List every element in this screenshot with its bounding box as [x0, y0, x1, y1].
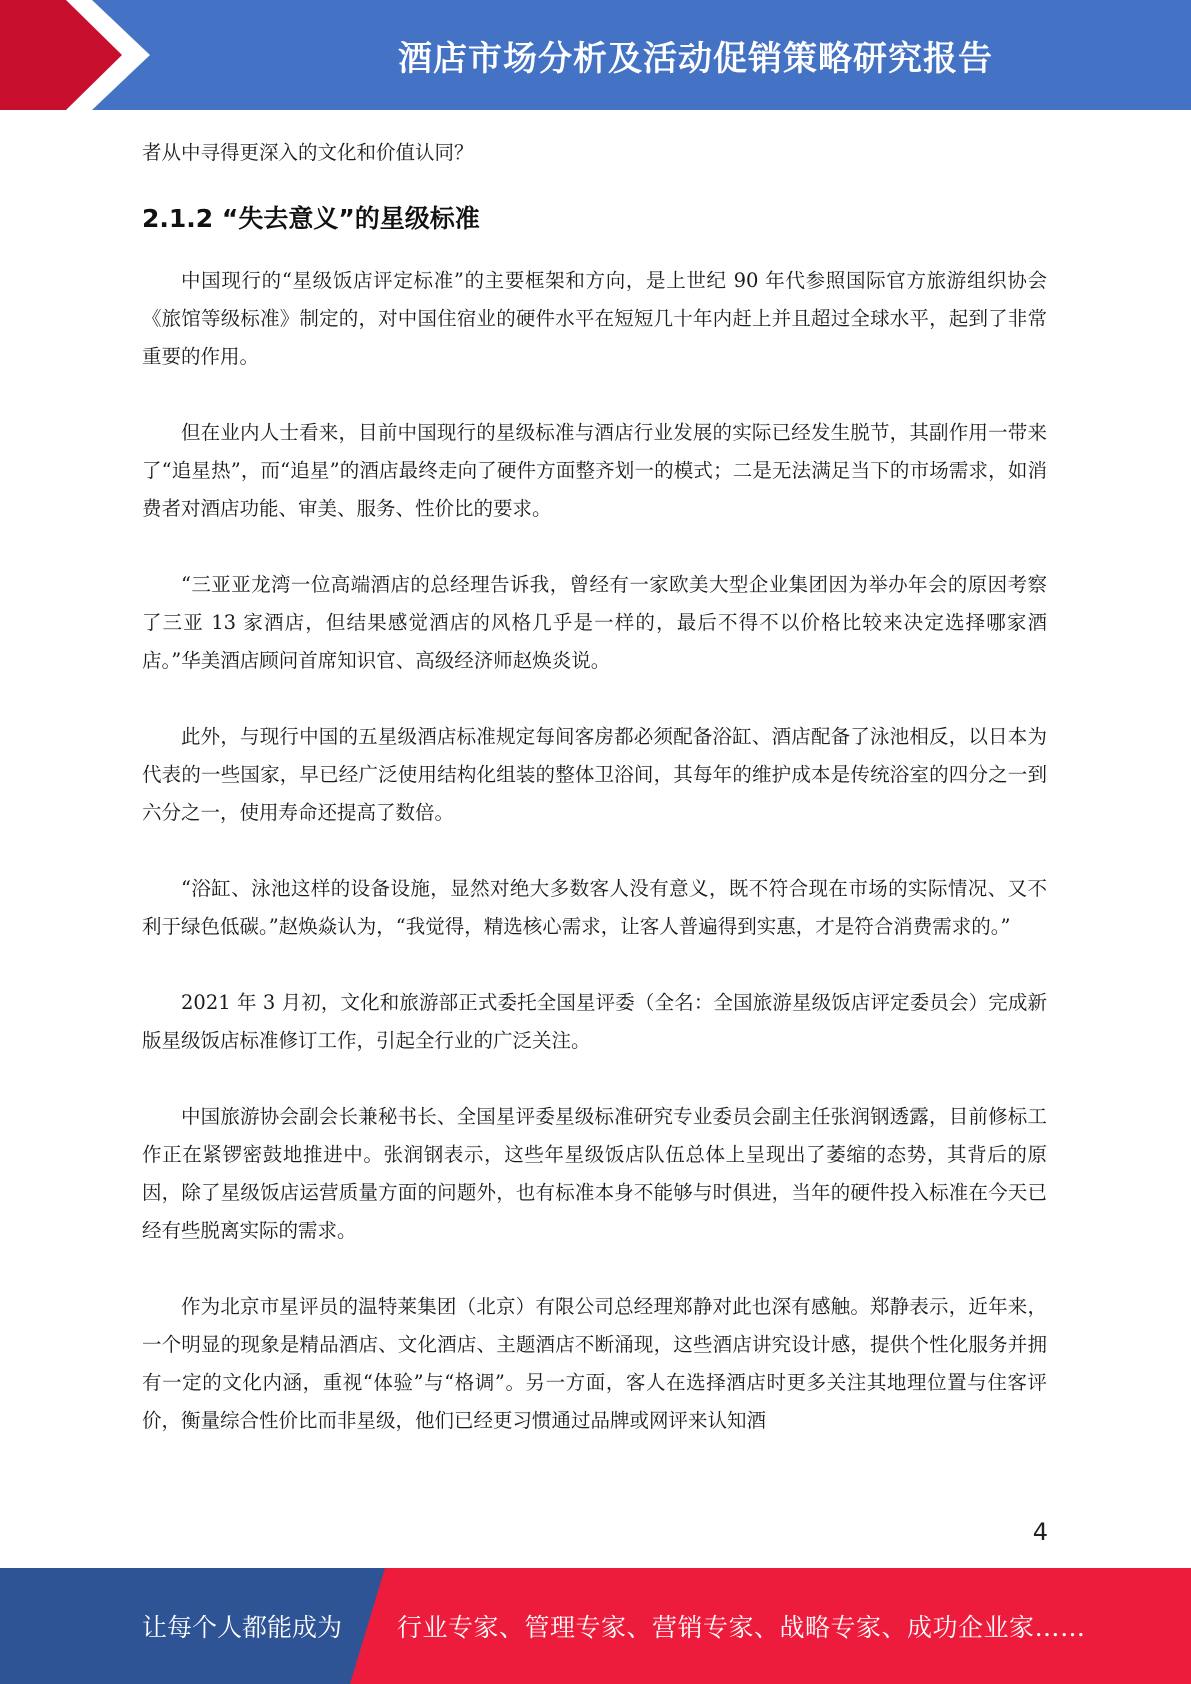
- paragraph: 中国现行的“星级饭店评定标准”的主要框架和方向，是上世纪 90 年代参照国际官方旅游组织协会《旅馆等级标准》制定的，对中国住宿业的硬件水平在短短几十年内赶上并且超过全球水平，起到了非常重要的作用。: [142, 269, 1047, 368]
- footer-slogan-right: 行业专家、管理专家、营销专家、战略专家、成功企业家……: [397, 1613, 1086, 1642]
- footer-slogan-left: 让每个人都能成为: [142, 1613, 343, 1642]
- paragraph: 2021 年 3 月初，文化和旅游部正式委托全国星评委（全名：全国旅游星级饭店评定委员会）完成新版星级饭店标准修订工作，引起全行业的广泛关注。: [142, 991, 1047, 1052]
- report-title: 酒店市场分析及活动促销策略研究报告: [398, 38, 993, 79]
- paragraph: 但在业内人士看来，目前中国现行的星级标准与酒店行业发展的实际已经发生脱节，其副作用一带来了“追星热”，而“追星”的酒店最终走向了硬件方面整齐划一的模式；二是无法满足当下的市场需求，如消费者对酒店功能、审美、服务、性价比的要求。: [142, 421, 1047, 520]
- page-header: [0, 0, 1191, 110]
- paragraph: “浴缸、泳池这样的设备设施，显然对绝大多数客人没有意义，既不符合现在市场的实际情况、又不利于绿色低碳。”赵焕焱认为，“我觉得，精选核心需求，让客人普遍得到实惠，才是符合消费需求的。”: [142, 877, 1047, 938]
- page-footer: [0, 1568, 1191, 1684]
- paragraph: 中国旅游协会副会长兼秘书长、全国星评委星级标准研究专业委员会副主任张润钢透露，目前修标工作正在紧锣密鼓地推进中。张润钢表示，这些年星级饭店队伍总体上呈现出了萎缩的态势，其背后的原因，除了星级饭店运营质量方面的问题外，也有标准本身不能够与时俱进，当年的硬件投入标准在今天已经有些脱离实际的需求。: [142, 1105, 1047, 1242]
- section-heading: 2.1.2 “失去意义”的星级标准: [142, 204, 480, 233]
- paragraph: 作为北京市星评员的温特莱集团（北京）有限公司总经理郑静对此也深有感触。郑静表示，近年来，一个明显的现象是精品酒店、文化酒店、主题酒店不断涌现，这些酒店讲究设计感，提供个性化服务并拥有一定的文化内涵，重视“体验”与“格调”。另一方面，客人在选择酒店时更多关注其地理位置与住客评价，衡量综合性价比而非星级，他们已经更习惯通过品牌或网评来认知酒: [142, 1295, 1047, 1432]
- page-number: 4: [1032, 1518, 1048, 1546]
- paragraph: “三亚亚龙湾一位高端酒店的总经理告诉我，曾经有一家欧美大型企业集团因为举办年会的原因考察了三亚 13 家酒店，但结果感觉酒店的风格几乎是一样的，最后不得不以价格比较来决定选择哪家酒店。”华美酒店顾问首席知识官、高级经济师赵焕炎说。: [142, 573, 1047, 672]
- continuation-text: 者从中寻得更深入的文化和价值认同？: [142, 141, 474, 164]
- paragraph: 此外，与现行中国的五星级酒店标准规定每间客房都必须配备浴缸、酒店配备了泳池相反，以日本为代表的一些国家，早已经广泛使用结构化组装的整体卫浴间，其每年的维护成本是传统浴室的四分之一到六分之一，使用寿命还提高了数倍。: [142, 725, 1047, 824]
- document-body: [142, 134, 1047, 1440]
